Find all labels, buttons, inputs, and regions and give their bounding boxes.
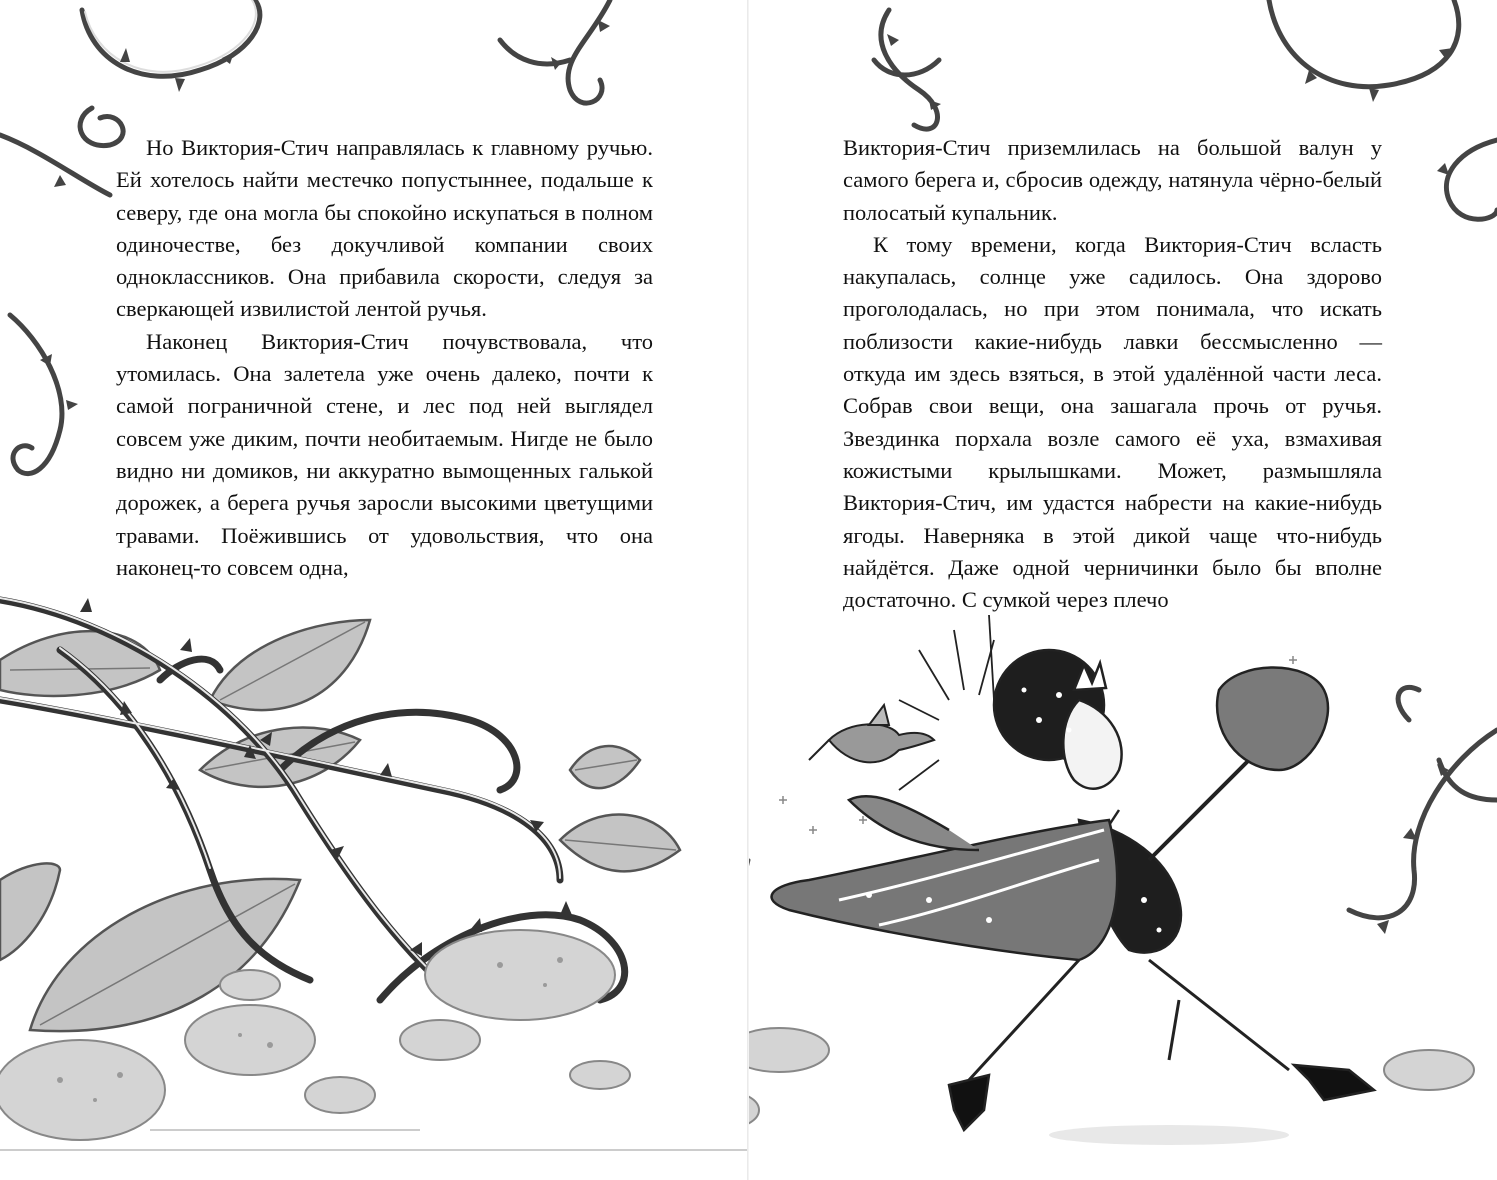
thorny-vine-right-edge: [1349, 687, 1497, 918]
paragraph: Наконец Виктория-Стич почувствовала, что утомилась. Она залетела уже очень далеко, почти к самой пограничной стене, и лес под ней выглядел совсем уже диким, почти необитаемым. Нигде не было видно ни домиков, ни аккуратно вымощенных галькой дорожек, а берега ручья заросли высокими цветущими травами. Поёжившись от удовольствия, что она наконец-то совсем одна,: [116, 328, 653, 580]
leaf-parasol: [1217, 668, 1328, 771]
right-page: [749, 0, 1497, 1180]
left-page-text: [116, 132, 653, 584]
small-dragon: [809, 705, 934, 762]
fairy-figure: [772, 615, 1374, 1130]
paragraph: К тому времени, когда Виктория-Стич всласть накупалась, солнце уже садилось. Она здорово проголодалась, но при этом понимала, что искать поблизости какие-нибудь лавки бессмысленно — откуда им здесь взяться, в этой удалённой части леса. Собрав свои вещи, она зашагала прочь от ручья. Звездинка порхала возле самого её уха, взмахивая кожистыми крылышками. Может, размышляла Виктория-Стич, им удастся набрести на какие-нибудь ягоды. Наверняка в этой дикой чаще что-нибудь найдётся. Даже одной черничинки было бы вполне достаточно. С сумкой через плечо: [843, 231, 1382, 613]
right-page-text: [843, 132, 1382, 616]
paragraph: Но Виктория-Стич направлялась к главному ручью. Ей хотелось найти местечко попустыннее, подальше к северу, где она могла бы спокойно искупаться в полном одиночестве, без докучливой компании своих одноклассников. Она прибавила скорости, следуя за сверкающей извилистой лентой ручья.: [116, 135, 653, 322]
paragraph: Виктория-Стич приземлилась на большой валун у самого берега и, сбросив одежду, натянула чёрно-белый полосатый купальник.: [843, 135, 1382, 225]
left-page: [0, 0, 748, 1180]
